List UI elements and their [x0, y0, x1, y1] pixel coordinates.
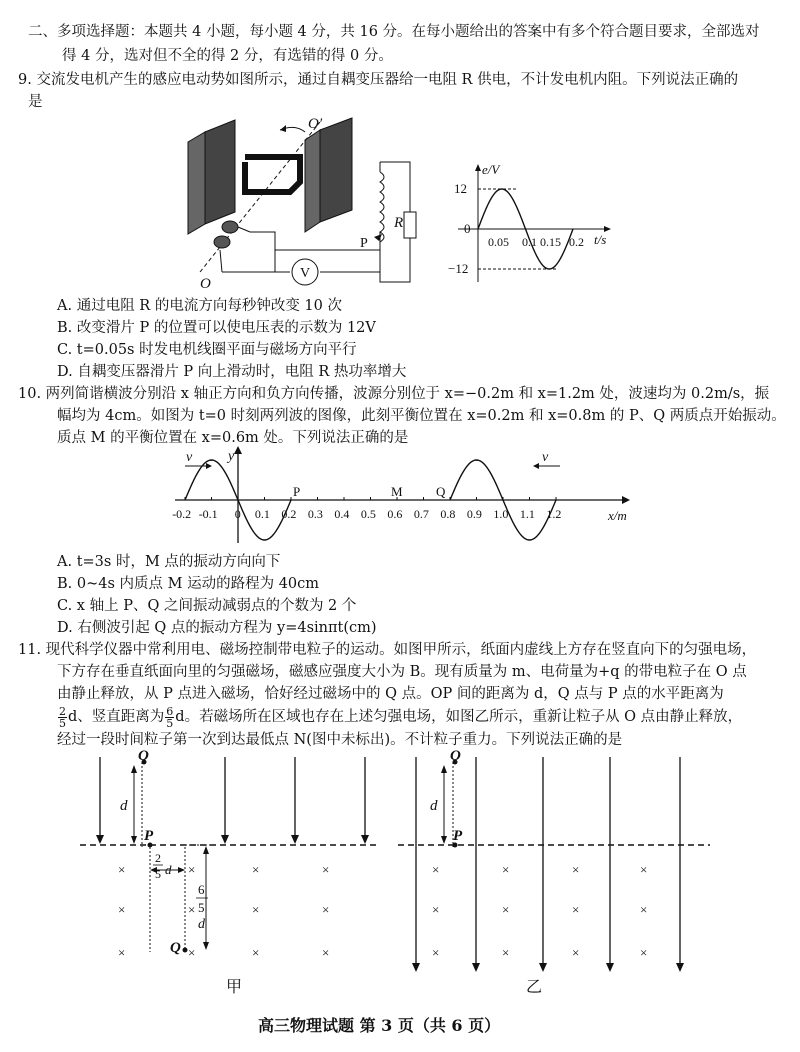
q10-wave-chart — [170, 448, 640, 548]
q10-tick-label: 1.0 — [493, 507, 509, 521]
yi-cross: × — [572, 862, 580, 877]
jia-field-line-head — [361, 835, 369, 844]
jia-cross: × — [188, 902, 196, 917]
jia-cross: × — [252, 862, 260, 877]
yi-cross: × — [640, 862, 648, 877]
q11-frac-6-5: $\frac{6}{5}$ — [166, 704, 174, 730]
q9-stem-line2: 是 — [28, 94, 43, 110]
q10-tick-label: -0.1 — [198, 507, 218, 521]
q11-figure-jia — [80, 748, 390, 1002]
q11-stem-line2: 下方存在垂直纸面向里的匀强磁场，磁感应强度大小为 B。现有质量为 m、电荷量为+q 的带电粒子在 O 点 — [57, 664, 747, 680]
yi-field-line-head — [472, 963, 480, 972]
jia-cross: × — [188, 945, 196, 960]
yi-caption: 乙 — [526, 979, 543, 996]
q10-tick-label: 0.4 — [334, 507, 350, 521]
q10-option-c: C. x 轴上 P、Q 之间振动减弱点的个数为 2 个 — [57, 598, 357, 614]
q10-stem-line1: 10. 两列简谐横波分别沿 x 轴正方向和负方向传播，波源分别位于 x=−0.2m 和 x=1.2m 处，波速均为 0.2m/s，振 — [18, 386, 770, 402]
q11-stem-line3: 由静止释放，从 P 点进入磁场，恰好经过磁场中的 Q 点。OP 间的距离为 d，Q 点与 P 点的水平距离为 — [57, 686, 724, 702]
yi-cross: × — [432, 862, 440, 877]
q9-option-a: A. 通过电阻 R 的电流方向每秒钟改变 10 次 — [57, 298, 342, 314]
q9-emf-chart — [448, 162, 618, 292]
jia-cross: × — [252, 945, 260, 960]
jia-cross: × — [322, 902, 330, 917]
q10-tick-label: 0 — [234, 507, 241, 521]
jia-cross: × — [322, 862, 330, 877]
q10-tick-label: 0.3 — [307, 507, 323, 521]
q9-option-d: D. 自耦变压器滑片 P 向上滑动时，电阻 R 热功率增大 — [57, 364, 407, 380]
yi-cross: × — [432, 945, 440, 960]
q10-option-b: B. 0~4s 内质点 M 运动的路程为 40cm — [57, 576, 320, 592]
jia-vert-den: 5 — [198, 900, 205, 915]
q10-stem-line3: 质点 M 的平衡位置在 x=0.6m 处。下列说法正确的是 — [57, 430, 409, 446]
q10-point-M: M — [391, 484, 403, 499]
q9-chart-xtick-3: 0.2 — [569, 235, 584, 249]
q10-option-d: D. 右侧波引起 Q 点的振动方程为 y=4sinπt(cm) — [57, 620, 377, 636]
yi-label-d: d — [430, 798, 438, 814]
q10-stem-line2: 幅均为 4cm。如图为 t=0 时刻两列波的图像，此刻平衡位置在 x=0.2m 和 x=0.8m 的 P、Q 两质点开始振动。 — [57, 408, 786, 424]
yi-cross: × — [502, 902, 510, 917]
q9-voltmeter-label: V — [300, 266, 311, 281]
yi-field-line-head — [539, 963, 547, 972]
q10-tick-label: 0.1 — [254, 507, 270, 521]
jia-label-Q: Q — [170, 940, 181, 956]
jia-cross: × — [188, 862, 196, 877]
q9-chart-xtick-2: 0.15 — [540, 235, 561, 249]
q10-right-v-label: v — [542, 450, 549, 465]
yi-field-line-head — [412, 963, 420, 972]
q10-tick-label: 0.7 — [413, 507, 429, 521]
q9-resistor-label: R — [394, 215, 404, 231]
yi-cross: × — [640, 902, 648, 917]
section2-line2: 得 4 分，选对但不全的得 2 分，有选错的得 0 分。 — [62, 48, 393, 64]
yi-cross: × — [572, 945, 580, 960]
q10-point-Q: Q — [436, 484, 446, 499]
page-footer: 高三物理试题 第 3 页（共 6 页） — [258, 1016, 501, 1035]
q10-chart-xlabel: x/m — [608, 508, 627, 523]
jia-field-line-head — [291, 835, 299, 844]
q10-tick-label: -0.2 — [172, 507, 192, 521]
q10-tick-label: 0.6 — [387, 507, 403, 521]
jia-label-d: d — [120, 798, 128, 814]
yi-cross: × — [502, 945, 510, 960]
q10-tick-label: 1.2 — [546, 507, 562, 521]
q10-right-velocity-arrow — [533, 450, 560, 469]
q9-axis-O-prime-label: O′ — [308, 116, 323, 132]
yi-cross: × — [432, 902, 440, 917]
q10-tick-label: 1.1 — [519, 507, 535, 521]
yi-label-P: P — [453, 828, 463, 844]
q11-stem-line5: 经过一段时间粒子第一次到达最低点 N(图中未标出)。不计粒子重力。下列说法正确的是 — [57, 732, 623, 748]
q9-option-c: C. t=0.05s 时发电机线圈平面与磁场方向平行 — [57, 342, 357, 358]
q9-option-b: B. 改变滑片 P 的位置可以使电压表的示数为 12V — [57, 320, 376, 336]
jia-vert-num: 6 — [198, 882, 205, 897]
q9-stem-line1: 9. 交流发电机产生的感应电动势如图所示，通过自耦变压器给一电阻 R 供电，不计发电机内阻。下列说法正确的 — [18, 72, 739, 88]
q9-chart-ylabel: e/V — [482, 162, 500, 177]
yi-cross: × — [502, 862, 510, 877]
jia-cross: × — [118, 902, 126, 917]
q10-tick-label: 0.8 — [440, 507, 456, 521]
yi-cross: × — [572, 902, 580, 917]
q9-generator-figure — [180, 102, 440, 302]
jia-caption: 甲 — [226, 979, 243, 996]
q10-tick-label: 0.5 — [360, 507, 376, 521]
q10-option-a: A. t=3s 时，M 点的振动方向向下 — [57, 554, 281, 570]
q9-chart-ytick-neg12: −12 — [448, 261, 469, 276]
jia-field-line-head — [221, 835, 229, 844]
q10-chart-ylabel: y — [228, 449, 235, 464]
jia-label-P: P — [144, 828, 154, 844]
section2-line1: 二、多项选择题：本题共 4 小题，每小题 4 分，共 16 分。在每小题给出的答案中有多个符合题目要求，全部选对 — [28, 24, 760, 40]
jia-horiz-den: 5 — [155, 867, 161, 881]
q10-left-v-label: v — [186, 450, 193, 465]
jia-cross: × — [118, 945, 126, 960]
q11-stem-line4: $\frac{2}{5}$ d、竖直距离为 $\frac{6}{5}$ d。若磁场所在区域也存在上述匀强电场，如图乙所示，重新让粒子从 O 点由静止释放， — [59, 704, 743, 730]
jia-horiz-d: d — [165, 862, 172, 877]
yi-label-O: O — [450, 748, 461, 764]
yi-cross: × — [640, 945, 648, 960]
q11-frac-2-5: $\frac{2}{5}$ — [59, 704, 66, 730]
q9-chart-xtick-1: 0.1 — [522, 235, 537, 249]
jia-field-line-head — [96, 835, 104, 844]
q11-figure-yi — [398, 748, 718, 1002]
q11-stem-line1: 11. 现代科学仪器中常利用电、磁场控制带电粒子的运动。如图甲所示，纸面内虚线上方存在竖直向下的匀强电场， — [18, 642, 757, 658]
jia-cross: × — [118, 862, 126, 877]
jia-cross: × — [322, 945, 330, 960]
q10-tick-label: 0.2 — [281, 507, 297, 521]
yi-field-line-head — [676, 963, 684, 972]
q9-chart-ytick-12: 12 — [454, 181, 467, 196]
jia-label-O: O — [138, 748, 149, 764]
q10-left-velocity-arrow — [185, 450, 212, 469]
q9-chart-xlabel: t/s — [594, 232, 607, 247]
jia-cross: × — [252, 902, 260, 917]
q9-slider-label: P — [360, 236, 368, 251]
q9-chart-xtick-0: 0.05 — [488, 235, 509, 249]
q9-chart-ytick-0: 0 — [464, 221, 471, 236]
jia-horiz-num: 2 — [155, 851, 161, 865]
q9-axis-O-label: O — [200, 276, 211, 292]
jia-vert-d: d — [198, 917, 205, 932]
q10-point-P: P — [293, 484, 301, 499]
yi-field-line-head — [606, 963, 614, 972]
q10-tick-label: 0.9 — [466, 507, 482, 521]
